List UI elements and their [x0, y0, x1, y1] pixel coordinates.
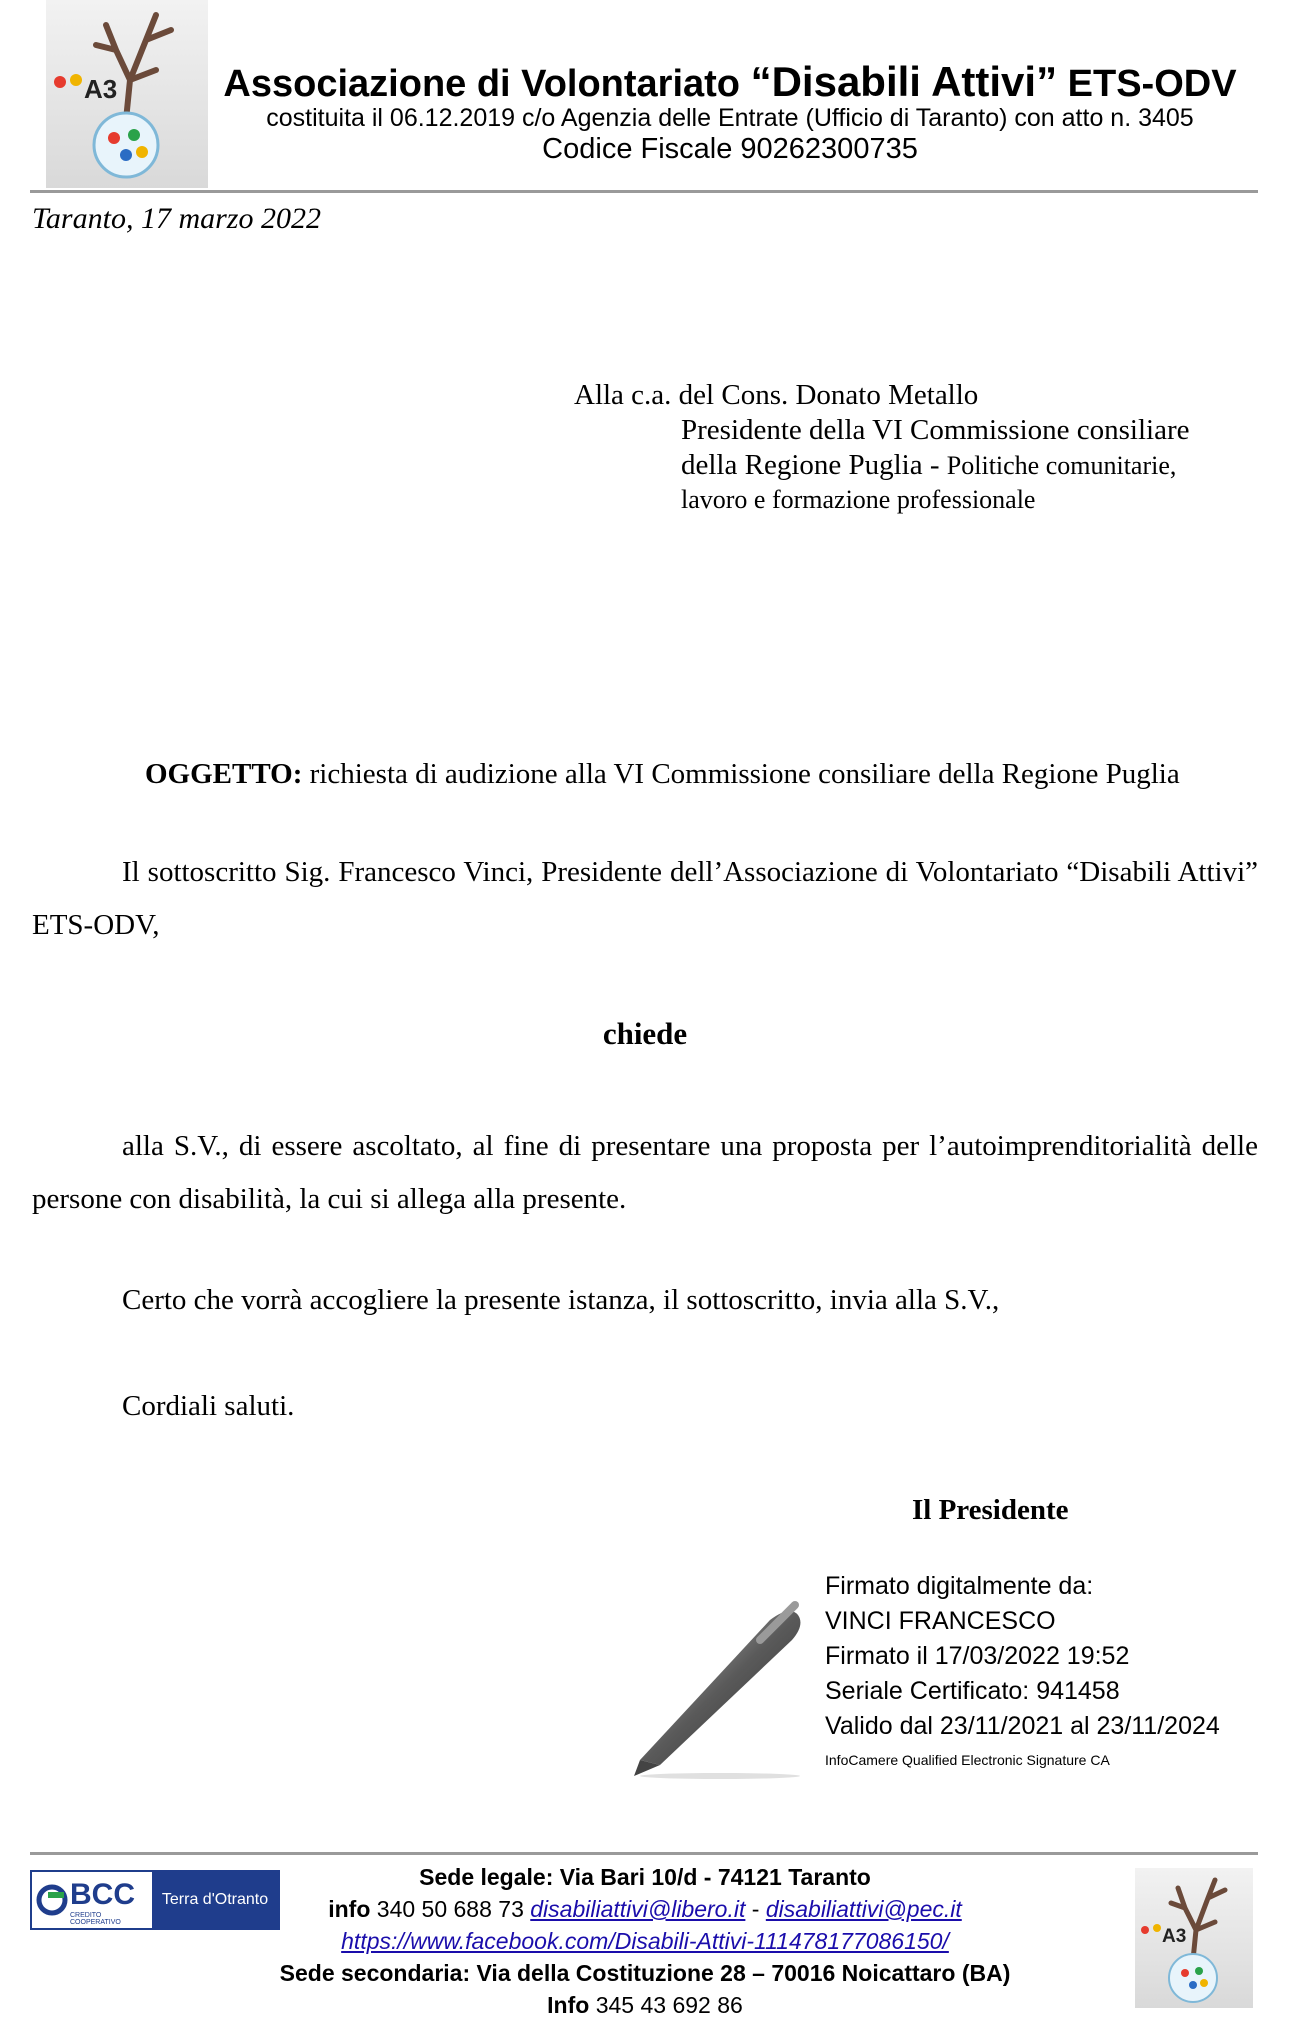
- addressee-line-4: lavoro e formazione professionale: [681, 485, 1036, 514]
- association-logo: [46, 0, 208, 188]
- signature-line-1: Firmato digitalmente da:: [825, 1572, 1094, 1600]
- body-paragraph-2: alla S.V., di essere ascoltato, al fine di presentare una proposta per l’autoimprenditorialità delle persone con disabilità, la cui si allega alla presente.: [32, 1130, 1258, 1215]
- subject-label: OGGETTO:: [145, 758, 303, 790]
- closing-salutation: Cordiali saluti.: [122, 1390, 295, 1422]
- email-pec-link[interactable]: disabiliattivi@pec.it: [765, 1896, 962, 1922]
- signature-name: VINCI FRANCESCO: [825, 1607, 1056, 1635]
- association-subtitle: costituita il 06.12.2019 c/o Agenzia delle Entrate (Ufficio di Taranto) con atto n. 3405: [266, 104, 1194, 132]
- signature-date: Firmato il 17/03/2022 19:52: [825, 1642, 1130, 1670]
- footer-contacts: info 340 50 688 73 disabiliattivi@libero.it - disabiliattivi@pec.it: [328, 1896, 962, 1922]
- codice-fiscale: Codice Fiscale 90262300735: [542, 133, 918, 165]
- logo-mark: A3: [84, 74, 118, 104]
- footer-sede-secondaria: Sede secondaria: Via della Costituzione 28 – 70016 Noicattaro (BA): [279, 1960, 1011, 1986]
- addressee-line-2: Presidente della VI Commissione consiliare: [681, 414, 1190, 446]
- footer-logo-mark: A3: [1162, 1926, 1187, 1947]
- body-paragraph-3: Certo che vorrà accogliere la presente istanza, il sottoscritto, invia alla S.V.,: [122, 1284, 1000, 1316]
- body-paragraph-1: Il sottoscritto Sig. Francesco Vinci, Presidente dell’Associazione di Volontariato “Disabili Attivi” ETS-ODV,: [32, 856, 1258, 941]
- facebook-link[interactable]: https://www.facebook.com/Disabili-Attivi-111478177086150/: [341, 1928, 949, 1954]
- signature-pen-icon: [620, 1580, 820, 1780]
- subject-text: richiesta di audizione alla VI Commissione consiliare della Regione Puglia: [302, 758, 1180, 790]
- signatory-role: Il Presidente: [912, 1494, 1069, 1526]
- footer-association-logo: [1135, 1868, 1253, 2008]
- bank-region: Terra d'Otranto: [152, 1872, 278, 1928]
- footer-info-secondary: Info 345 43 692 86: [547, 1992, 743, 2018]
- bank-name: BCC: [70, 1878, 135, 1911]
- letter-subject: [145, 758, 1180, 791]
- addressee-line-3: della Regione Puglia - Politiche comunitarie,: [681, 449, 1177, 481]
- email-libero-link[interactable]: disabiliattivi@libero.it: [530, 1896, 746, 1922]
- bank-emblem-icon: [34, 1872, 70, 1928]
- footer-divider: [30, 1852, 1258, 1855]
- bank-subtitle: CREDITO COOPERATIVO: [70, 1912, 121, 1926]
- addressee-line-1: Alla c.a. del Cons. Donato Metallo: [574, 379, 979, 411]
- header-divider: [30, 190, 1258, 193]
- signature-serial: Seriale Certificato: 941458: [825, 1677, 1120, 1705]
- request-heading: chiede: [602, 1016, 688, 1051]
- letter-date: Taranto, 17 marzo 2022: [32, 202, 321, 235]
- footer-sede-legale: Sede legale: Via Bari 10/d - 74121 Taranto: [419, 1864, 871, 1890]
- association-title: Associazione di Volontariato “Disabili Attivi” ETS-ODV: [223, 58, 1237, 105]
- footer-facebook-row: [220, 1928, 1070, 1955]
- signature-ca: InfoCamere Qualified Electronic Signature CA: [825, 1752, 1110, 1768]
- signature-validity: Valido dal 23/11/2021 al 23/11/2024: [825, 1712, 1220, 1740]
